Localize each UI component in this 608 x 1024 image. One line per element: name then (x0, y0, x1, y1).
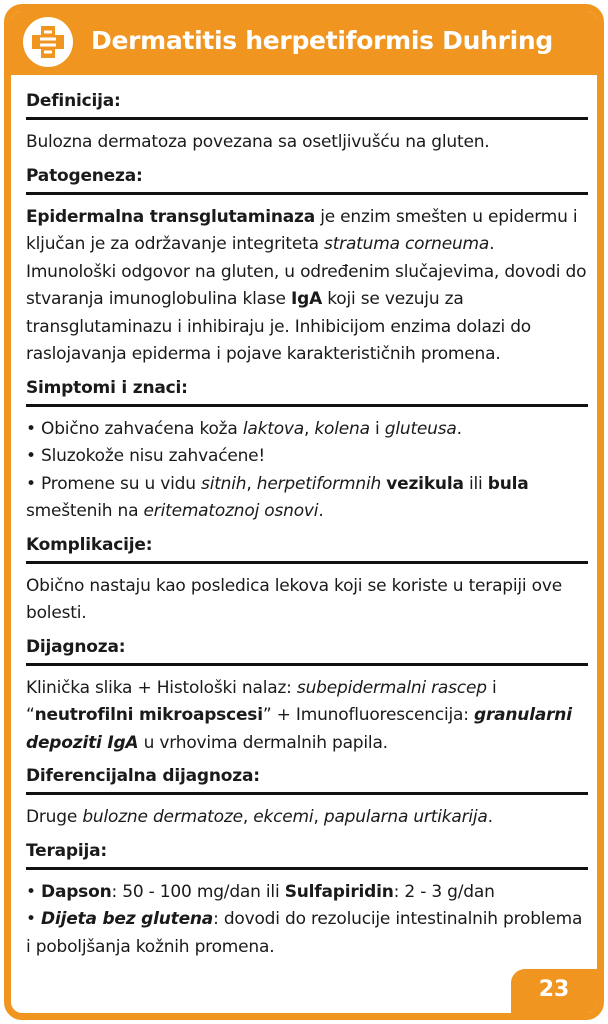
text-run: , (313, 807, 324, 827)
term-bold: IgA (291, 289, 323, 309)
term-bold: Sulfapiridin (284, 881, 394, 902)
page-title: Dermatitis herpetiformis Duhring (91, 26, 553, 55)
text-run: Klinička slika + Histološki nalaz: (26, 677, 297, 698)
section-text (26, 795, 588, 833)
section-heading: Simptomi i znaci: (26, 370, 588, 407)
section-text: Obično nastaju kao posledica lekova koji se koriste u terapiji ove bolesti. (26, 575, 562, 623)
text-run: u vrhovima dermalnih papila. (138, 732, 388, 753)
section-text (26, 195, 588, 370)
term-italic: eritematoznoj osnovi (143, 501, 319, 521)
section-heading: Diferencijalna dijagnoza: (26, 758, 588, 795)
text-run: : 2 - 3 g/dan (393, 881, 495, 902)
section-diferencijalna (26, 758, 588, 833)
section-heading: Patogeneza: (26, 158, 588, 195)
text-run: je enzim smešten u epidermu i ključan je za održavanje integriteta (26, 206, 578, 254)
term-italic: papularna urtikarija (323, 807, 488, 827)
section-heading: Dijagnoza: (26, 629, 588, 666)
term-italic: stratuma corneuma (324, 234, 490, 254)
term-italic: laktova (242, 418, 304, 439)
content (26, 83, 588, 962)
text-run: , (303, 418, 315, 439)
section-text (26, 666, 588, 759)
header-bar (11, 11, 597, 75)
term-italic: bulozne dermatoze (82, 807, 243, 827)
section-heading: Definicija: (26, 83, 588, 120)
text-run: Druge (26, 807, 83, 827)
term-bold: vezikula (386, 473, 464, 494)
text-run: , (246, 473, 257, 494)
section-komplikacije (26, 527, 588, 629)
list-item (26, 906, 588, 961)
text-run: . (487, 807, 493, 827)
page-number: 23 (538, 977, 570, 1002)
text-run: . (456, 418, 462, 439)
text-run: i “ (26, 677, 497, 725)
section-text (26, 870, 588, 963)
section-patogeneza (26, 158, 588, 370)
page-number-tab (511, 969, 597, 1013)
section-simptomi (26, 370, 588, 527)
term-bold: Dapson (41, 881, 112, 902)
list-item (26, 471, 588, 526)
text-run: • (26, 909, 42, 929)
section-text (26, 407, 588, 527)
term-bold-italic: Dijeta bez glutena (41, 909, 214, 929)
term-italic: sitnih (201, 473, 247, 494)
term-bold: bula (487, 473, 529, 494)
text-run: koji se vezuju za transglutaminazu i inhibiraju je. Inhibicijom enzima dolazi do raslojavanja epiderma i pojave karakterističnih promena. (26, 289, 531, 364)
text-run: • Promene su u vidu (26, 473, 202, 494)
term-bold: Epidermalna transglutaminaza (26, 206, 315, 227)
list-item: • Sluzokože nisu zahvaćene! (26, 446, 266, 466)
term-bold-italic: granularni depoziti IgA (26, 705, 572, 753)
term-italic: ekcemi (253, 807, 314, 827)
text-run: : 50 - 100 mg/dan ili (111, 881, 285, 902)
text-run: , (242, 807, 254, 827)
section-terapija (26, 833, 588, 963)
section-text: Bulozna dermatoza povezana sa osetljivušću na gluten. (26, 132, 490, 152)
text-run: smeštenih na (26, 501, 144, 521)
text-run: . (318, 501, 324, 521)
medical-cross-icon (23, 17, 73, 67)
term-italic: subepidermalni rascep (296, 677, 487, 698)
list-item (26, 416, 588, 444)
term-italic: gluteusa (384, 418, 457, 439)
text-run: ili (463, 473, 488, 494)
text-run: . Imunološki odgovor na gluten, u određenim slučajevima, dovodi do stvaranja imunoglobulina klase (26, 234, 587, 309)
section-heading: Komplikacije: (26, 527, 588, 564)
list-item (26, 879, 588, 907)
text-run: • (26, 881, 42, 902)
section-dijagnoza (26, 629, 588, 759)
text-run: ” + Imunofluorescencija: (262, 705, 474, 725)
text-run: • Obično zahvaćena koža (26, 418, 243, 439)
term-bold: neutrofilni mikroapscesi (34, 705, 263, 725)
text-run: : dovodi do rezolucije intestinalnih problema i poboljšanja kožnih promena. (26, 909, 583, 957)
card (4, 4, 604, 1020)
section-heading: Terapija: (26, 833, 588, 870)
section-definicija (26, 83, 588, 158)
term-italic: herpetiformnih (256, 473, 382, 494)
term-italic: kolena (314, 418, 370, 439)
text-run: i (369, 418, 385, 439)
